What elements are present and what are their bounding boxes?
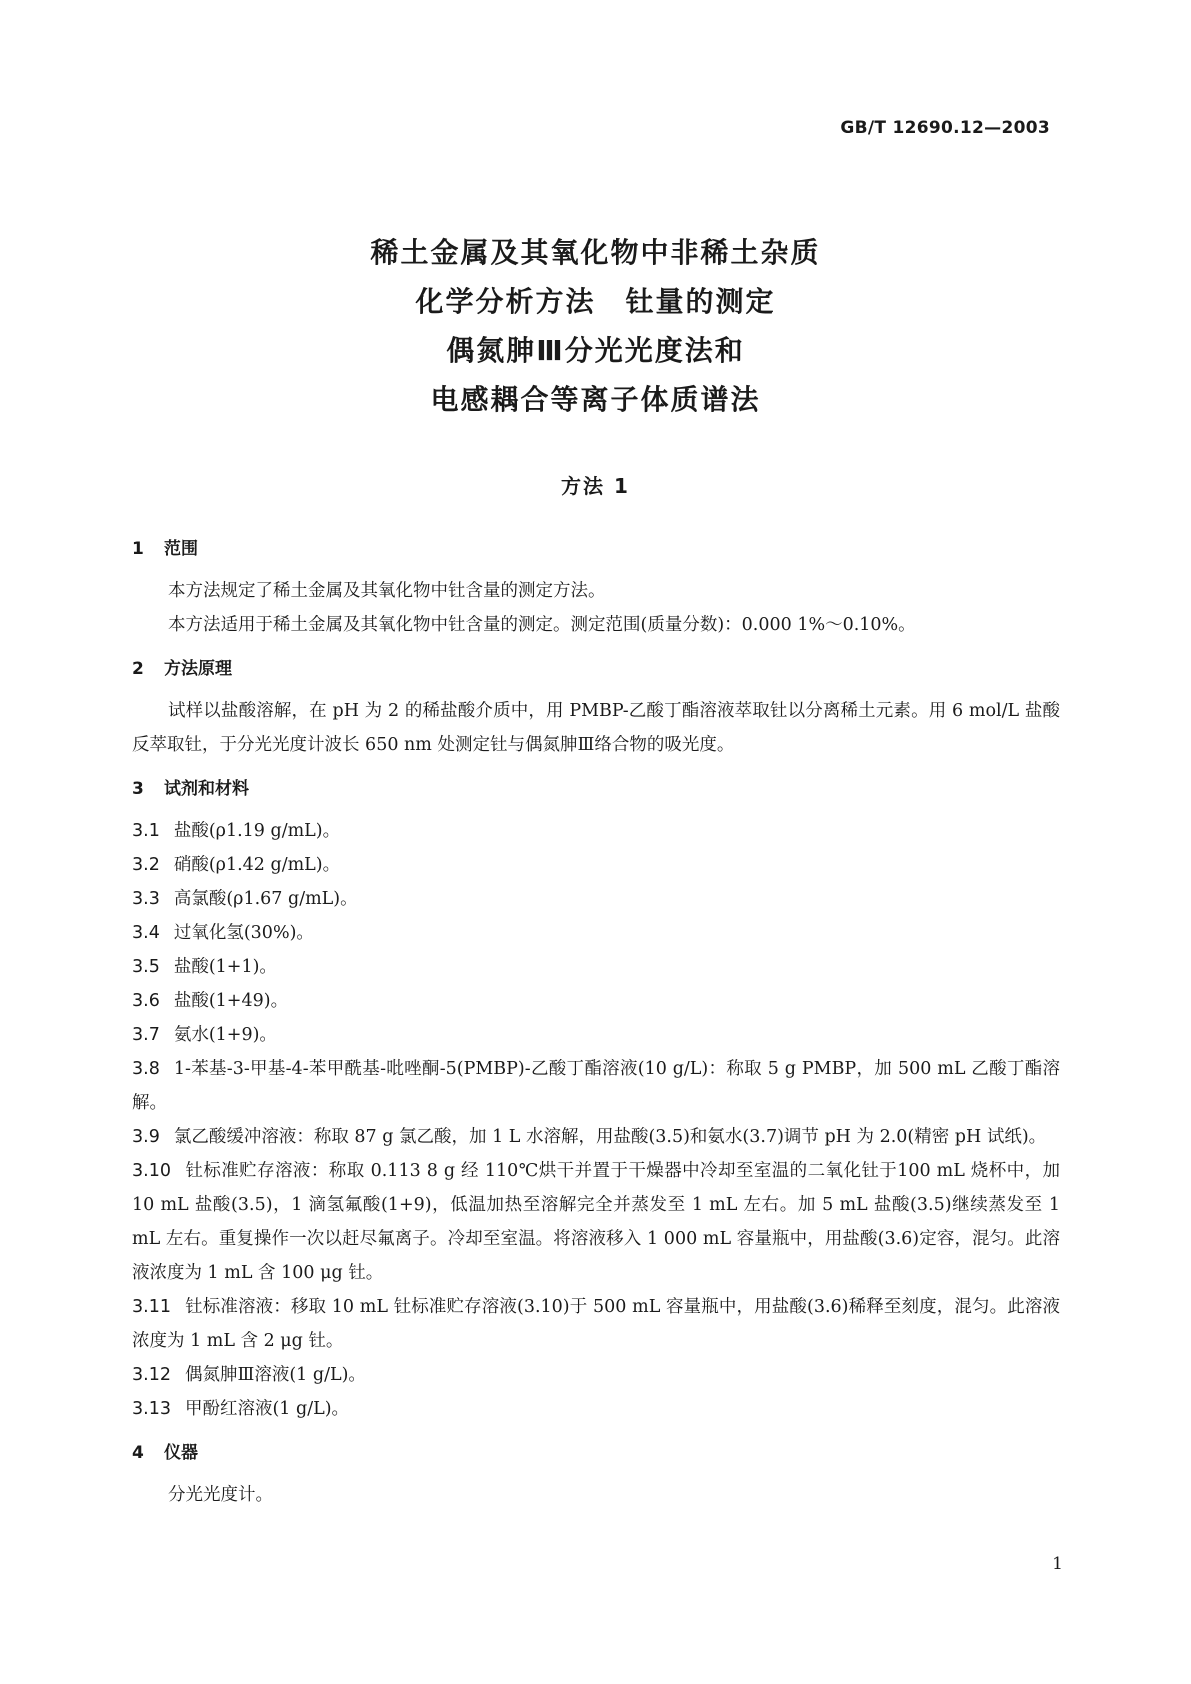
reagent-item <box>132 814 1060 848</box>
section-heading-scope <box>132 536 1060 562</box>
item-text: 钍标准贮存溶液：称取 0.113 8 g 经 110℃烘干并置于干燥器中冷却至室温的二氧化钍于100 mL 烧杯中，加 10 mL 盐酸(3.5)，1 滴氢氟酸(1+9)，低温加热至溶解完全并蒸发至 1 mL 左右。加 5 mL 盐酸(3.5)继续蒸发至 1 mL 左右。重复操作一次以赶尽氟离子。冷却至室温。将溶液移入 1 000 mL 容量瓶中，用盐酸(3.6)定容，混匀。此溶液浓度为 1 mL 含 100 μg 钍。 <box>132 1161 1060 1283</box>
paragraph: 分光光度计。 <box>168 1485 273 1505</box>
item-number: 3.8 <box>132 1059 160 1079</box>
reagent-item <box>132 1358 1060 1392</box>
item-text: 甲酚红溶液(1 g/L)。 <box>184 1399 350 1419</box>
section-heading-principle <box>132 656 1060 682</box>
section-title: 仪器 <box>164 1443 198 1463</box>
section-heading-reagents <box>132 776 1060 802</box>
section-heading-apparatus <box>132 1440 1060 1466</box>
reagent-item <box>132 916 1060 950</box>
title-line: 偶氮胂Ⅲ分光光度法和 <box>446 334 745 367</box>
reagent-item <box>132 1120 1060 1154</box>
item-number: 3.4 <box>132 923 160 943</box>
reagent-item <box>132 1154 1060 1290</box>
item-text: 偶氮胂Ⅲ溶液(1 g/L)。 <box>184 1365 366 1385</box>
item-number: 3.7 <box>132 1025 160 1045</box>
item-number: 3.2 <box>132 855 160 875</box>
item-number: 3.3 <box>132 889 160 909</box>
section-title: 试剂和材料 <box>164 779 249 799</box>
item-text: 盐酸(1+1)。 <box>173 957 277 977</box>
title-line: 电感耦合等离子体质谱法 <box>430 383 761 416</box>
item-text: 1-苯基-3-甲基-4-苯甲酰基-吡唑酮-5(PMBP)-乙酸丁酯溶液(10 g/L)：称取 5 g PMBP，加 500 mL 乙酸丁酯溶解。 <box>132 1059 1060 1113</box>
paragraph: 本方法规定了稀土金属及其氧化物中钍含量的测定方法。 <box>168 581 606 601</box>
item-number: 3.9 <box>132 1127 160 1147</box>
item-number: 3.6 <box>132 991 160 1011</box>
reagent-item <box>132 882 1060 916</box>
item-text: 盐酸(1+49)。 <box>173 991 289 1011</box>
document-title <box>0 228 1191 424</box>
title-line: 化学分析方法 钍量的测定 <box>415 285 776 318</box>
item-text: 高氯酸(ρ1.67 g/mL)。 <box>173 889 358 909</box>
section-number: 2 <box>132 659 144 679</box>
reagent-item <box>132 1290 1060 1358</box>
item-text: 钍标准溶液：移取 10 mL 钍标准贮存溶液(3.10)于 500 mL 容量瓶中，用盐酸(3.6)稀释至刻度，混匀。此溶液浓度为 1 mL 含 2 μg 钍。 <box>132 1297 1060 1351</box>
section-number: 3 <box>132 779 144 799</box>
paragraph: 本方法适用于稀土金属及其氧化物中钍含量的测定。测定范围(质量分数)：0.000 1%～0.10%。 <box>168 615 916 635</box>
reagent-item <box>132 950 1060 984</box>
standard-number: GB/T 12690.12—2003 <box>840 118 1050 138</box>
item-number: 3.1 <box>132 821 160 841</box>
section-title: 方法原理 <box>164 659 232 679</box>
reagent-item <box>132 1392 1060 1426</box>
method-heading: 方法 1 <box>561 474 630 498</box>
reagent-item <box>132 984 1060 1018</box>
section-number: 1 <box>132 539 144 559</box>
document-body <box>132 536 1060 1512</box>
item-text: 盐酸(ρ1.19 g/mL)。 <box>173 821 341 841</box>
title-line: 稀土金属及其氧化物中非稀土杂质 <box>370 236 821 269</box>
reagent-item <box>132 1052 1060 1120</box>
item-number: 3.10 <box>132 1161 171 1181</box>
item-text: 硝酸(ρ1.42 g/mL)。 <box>173 855 341 875</box>
section-number: 4 <box>132 1443 144 1463</box>
item-number: 3.13 <box>132 1399 171 1419</box>
item-text: 过氧化氢(30%)。 <box>173 923 314 943</box>
item-text: 氯乙酸缓冲溶液：称取 87 g 氯乙酸，加 1 L 水溶解，用盐酸(3.5)和氨水(3.7)调节 pH 为 2.0(精密 pH 试纸)。 <box>173 1127 1047 1147</box>
item-text: 氨水(1+9)。 <box>173 1025 277 1045</box>
reagent-item <box>132 848 1060 882</box>
item-number: 3.11 <box>132 1297 171 1317</box>
item-number: 3.5 <box>132 957 160 977</box>
section-title: 范围 <box>164 539 198 559</box>
reagent-item <box>132 1018 1060 1052</box>
item-number: 3.12 <box>132 1365 171 1385</box>
page-number: 1 <box>1052 1554 1063 1574</box>
paragraph: 试样以盐酸溶解，在 pH 为 2 的稀盐酸介质中，用 PMBP-乙酸丁酯溶液萃取钍以分离稀土元素。用 6 mol/L 盐酸反萃取钍，于分光光度计波长 650 nm 处测定钍与偶氮胂Ⅲ络合物的吸光度。 <box>132 701 1060 755</box>
